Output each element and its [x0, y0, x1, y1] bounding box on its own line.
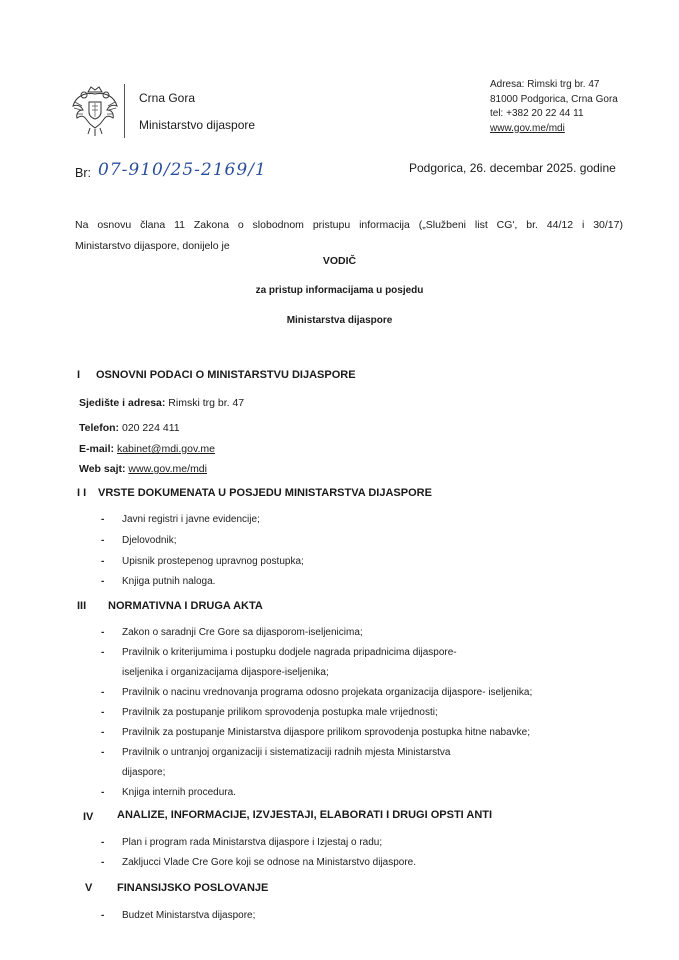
seat-label: Sjedište i adresa: [79, 397, 166, 409]
email-link[interactable]: kabinet@mdi.gov.me [116, 443, 215, 455]
document-subtitle-1: za pristup informacijama u posjedu [255, 285, 424, 296]
list-item-continuation: iseljenika i organizacijama dijaspore-iseljenika; [122, 667, 329, 678]
reference-label: Br: [75, 166, 91, 180]
section-4-number: IV [83, 811, 94, 823]
section-2-heading: VRSTE DOKUMENATA U POSJEDU MINISTARSTVA DIJASPORE [98, 487, 432, 499]
email-row [79, 443, 215, 455]
header-divider [124, 84, 125, 138]
list-item-continuation: dijaspore; [122, 767, 166, 778]
intro-line-1: Na osnovu člana 11 Zakona o slobodnom pristupu informacija („Službeni list CG', br. 44/12 i 30/17) [75, 219, 623, 231]
section-1-heading: OSNOVNI PODACI O MINISTARSTVU DIJASPORE [96, 369, 356, 381]
document-title: VODIČ [322, 255, 357, 267]
institution-ministry: Ministarstvo dijaspore [139, 118, 256, 132]
intro-paragraph [75, 215, 623, 257]
section-5-number: V [85, 882, 93, 894]
section-3-number: III [77, 600, 87, 612]
email-label: E-mail: [79, 443, 115, 455]
institution-country: Crna Gora [139, 91, 196, 105]
seat-value: Rimski trg br. 47 [168, 397, 245, 409]
seat-row [79, 397, 244, 409]
date-line: Podgorica, 26. decembar 2025. godine [409, 161, 616, 175]
web-link[interactable]: www.gov.me/mdi [128, 463, 207, 475]
website-link[interactable]: www.gov.me/mdi [490, 122, 565, 134]
web-row [79, 463, 207, 475]
phone-value: 020 224 411 [121, 422, 180, 434]
section-4-heading: ANALIZE, INFORMACIJE, IZVJESTAJI, ELABORATI I DRUGI OPSTI ANTI [117, 809, 493, 821]
phone-label: Telefon: [79, 422, 120, 434]
coat-of-arms-logo [70, 84, 120, 138]
section-3-heading: NORMATIVNA I DRUGA AKTA [108, 600, 263, 612]
web-label: Web sajt: [79, 463, 126, 475]
address-block [490, 78, 618, 136]
phone-row [79, 422, 180, 434]
section-5-heading: FINANSIJSKO POSLOVANJE [117, 882, 269, 894]
section-1-number: I [77, 369, 81, 381]
document-subtitle-2: Ministarstva dijaspore [286, 315, 393, 326]
intro-line-2: Ministarstvo dijaspore, donijelo je [75, 240, 230, 252]
address-line: Adresa: Rimski trg br. 47 [490, 79, 600, 90]
section-2-number: I I [77, 487, 87, 499]
phone-line: tel: +382 20 22 44 11 [490, 108, 584, 119]
address-city: 81000 Podgorica, Crna Gora [490, 93, 618, 105]
reference-number-handwritten: 07-910/25-2169/1 [98, 160, 267, 180]
